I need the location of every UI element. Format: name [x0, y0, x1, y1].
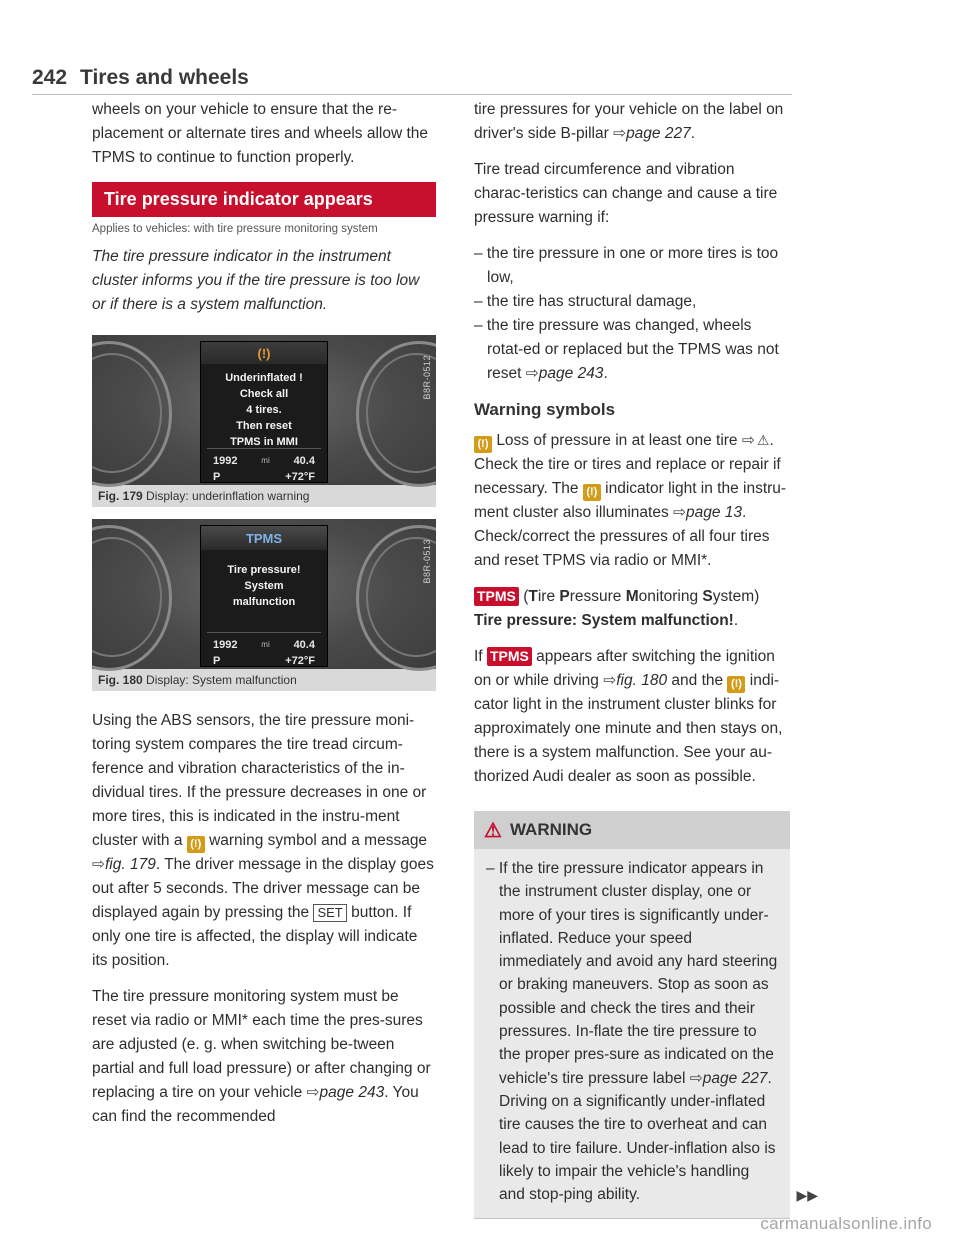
text-run: onitoring: [638, 588, 703, 605]
tpms-indicator-icon: TPMS: [487, 647, 532, 666]
cluster-image: [92, 519, 436, 669]
warning-item: [486, 857, 778, 1206]
text-run: and the: [671, 672, 724, 689]
display-message: [201, 364, 327, 448]
tpms-label: TPMS: [201, 526, 327, 550]
page-header: [32, 64, 792, 95]
text-run: Using the ABS sensors, the tire pressure moni-toring system compares the tire tread circum-ference and vibration characteristics of the in-dividual tires. If the pressure decreases in one or more tires, this is indicated in the instru-ment cluster with a: [92, 712, 427, 849]
caption-text: Display: underinflation warning: [146, 489, 310, 503]
text-run: . Check/correct the pressures of all four tires and reset TPMS via radio or MMI*.: [474, 504, 770, 569]
cross-reference[interactable]: page 227: [702, 1069, 768, 1087]
arrow-right-icon: ⇨: [92, 856, 105, 873]
cross-reference[interactable]: page 227: [626, 125, 691, 142]
text-run: . The driver message in the display goes out after 5 seconds. The driver message can be displayed again by pressing the: [92, 856, 434, 921]
paragraph-abs: [92, 709, 436, 973]
trip: 40.4: [293, 455, 315, 467]
text-run: ystem): [712, 588, 760, 605]
figure-label: Fig. 180: [98, 673, 143, 687]
figure-id: B8R-0513: [422, 539, 432, 584]
cross-reference[interactable]: page 13: [686, 504, 743, 521]
arrow-right-icon: ⇨: [673, 504, 687, 521]
acronym-letter: M: [625, 588, 639, 605]
applies-note: Applies to vehicles: with tire pressure monitoring system: [92, 223, 378, 235]
acronym-letter: S: [702, 588, 713, 605]
paragraph-loss-of-pressure: (!) Loss of pressure in at least one tire ⇨ ⚠. Check the tire or tires and replace or repair if necessary. The (!) indicator light in the instru-ment cluster also illuminates ⇨page 13. Check/correct the pressures of all four tires and reset TPMS via radio or MMI*.: [474, 428, 790, 573]
odometer: 1992: [213, 455, 238, 467]
arrow-right-icon: ⇨: [613, 125, 627, 142]
caption-text: Display: System malfunction: [146, 673, 297, 687]
tire-pressure-indicator-icon: (!): [187, 836, 205, 853]
paragraph-malfunction: [474, 645, 790, 789]
arrow-right-icon: ⇨: [306, 1084, 320, 1101]
text-run: warning symbol and a message: [209, 832, 428, 849]
text-run: ire: [537, 588, 560, 605]
text-run: . You can find the recommended: [92, 1084, 419, 1125]
text-run: . Driving on a significantly under-inflated tire causes the tire to overheat and can lead to tire failure. Under-inflation also is likely to impair the vehicle's handling and stop-ping ability.: [499, 1069, 776, 1204]
text-run: indicator light in the instru-ment cluster also illuminates: [474, 480, 787, 521]
set-button-key: SET: [313, 904, 346, 922]
figure-caption: [92, 669, 436, 691]
cross-reference[interactable]: page 243: [319, 1084, 385, 1101]
acronym-letter: P: [559, 588, 570, 605]
paragraph-tpms: TPMS (Tire Pressure Monitoring System) Tire pressure: System malfunction!.: [474, 588, 760, 629]
section-banner: Tire pressure indicator appears: [92, 182, 436, 217]
display-message: [201, 550, 327, 632]
warning-triangle-icon: ⚠: [756, 432, 770, 448]
left-column: [92, 98, 436, 1129]
message-line: malfunction: [232, 596, 296, 608]
temperature: +72°F: [285, 655, 315, 667]
warning-triangle-icon: ⚠: [484, 819, 502, 842]
figure-179: [92, 335, 436, 507]
tire-pressure-indicator-icon: (!): [583, 484, 601, 501]
arrow-right-icon: ⇨: [525, 365, 539, 382]
gear: P: [213, 655, 221, 667]
text-run: If: [474, 648, 483, 665]
message-line: Underinflated !: [225, 372, 303, 384]
display-status: [207, 448, 321, 485]
arrow-right-icon: ⇨: [689, 1069, 703, 1087]
text-run: The tire pressure monitoring system must be reset via radio or MMI* each time the pres-sures are adjusted (e. g. when switching be-tween partial and full load pressure) or after changing or replacing a tire on your vehicle: [92, 988, 431, 1101]
cross-reference[interactable]: fig. 179: [105, 856, 156, 873]
arrow-right-icon: ⇨: [741, 432, 755, 449]
cluster-image: [92, 335, 436, 485]
tire-pressure-indicator-icon: (!): [727, 676, 745, 693]
malfunction-message: Tire pressure: System malfunction!: [474, 612, 734, 629]
right-column: [474, 98, 818, 1219]
figure-label: Fig. 179: [98, 489, 143, 503]
unit: mi: [261, 456, 270, 465]
text-run: button. If only one tire is affected, the display will indicate its position.: [92, 904, 418, 969]
list-item: – the tire has structural damage,: [474, 293, 697, 310]
continue-arrow-icon: ▶▶: [796, 1187, 818, 1204]
figure-180: [92, 519, 436, 691]
paragraph-intro: wheels on your vehicle to ensure that the re-placement or alternate tires and wheels allow the TPMS to continue to function properly.: [92, 101, 429, 166]
tire-pressure-icon: (!): [201, 342, 327, 364]
unit: mi: [261, 640, 270, 649]
section-intro: The tire pressure indicator in the instrument cluster informs you if the tire pressure is too low or if there is a system malfunction.: [92, 248, 420, 313]
cluster-display: [200, 525, 328, 667]
tire-pressure-indicator-icon: (!): [474, 436, 492, 453]
tpms-indicator-icon: TPMS: [474, 587, 519, 606]
text-run: Loss of pressure in at least one tire: [496, 432, 738, 449]
message-line: Then reset: [236, 420, 292, 432]
text-run: tire pressures for your vehicle on the label on driver's side B-pillar: [474, 101, 784, 142]
trip: 40.4: [293, 639, 315, 651]
message-line: TPMS in MMI: [230, 436, 298, 448]
gear: P: [213, 471, 221, 483]
section-title: Tires and wheels: [80, 66, 249, 89]
message-line: Tire pressure!: [227, 564, 301, 576]
text-run: Check the tire or tires and replace or repair if necessary. The: [474, 456, 781, 497]
text-run: appears after switching the ignition on or while driving: [474, 648, 775, 689]
text-run: indi-cator light in the instrument cluster blinks for approximately one minute and then stays on, there is a system malfunction. See your au-thorized Audi dealer as soon as possible.: [474, 672, 783, 785]
temperature: +72°F: [285, 471, 315, 483]
warning-header: [474, 811, 790, 849]
warning-body: [474, 849, 790, 1218]
text-run: ressure: [569, 588, 626, 605]
paragraph-label: tire pressures for your vehicle on the label on driver's side B-pillar ⇨page 227.: [474, 101, 784, 142]
cluster-display: [200, 341, 328, 483]
cross-reference[interactable]: page 243: [538, 365, 604, 382]
arrow-right-icon: ⇨: [603, 672, 617, 689]
list-item: – the tire pressure was changed, wheels rotat-ed or replaced but the TPMS was not reset ⇨page 243.: [474, 317, 779, 382]
watermark: carmanualsonline.info: [760, 1214, 932, 1233]
figure-id: B8R-0512: [422, 355, 432, 400]
warning-box: [474, 811, 818, 1219]
paragraph-conditions: Tire tread circumference and vibration charac-teristics can change and cause a tire pressure warning if:: [474, 161, 778, 226]
text-run: – If the tire pressure indicator appears in the instrument cluster display, one or more of your tires is significantly under-inflated. Reduce your speed immediately and avoid any hard steering or braking maneuvers. Stop as soon as possible and check the tires and their pressures. In-flate the tire pressure to the proper pres-sure as indicated on the vehicle's tire pressure label: [486, 860, 778, 1087]
text-run: (: [523, 588, 529, 605]
page-number: 242: [32, 66, 68, 89]
message-line: System: [244, 580, 284, 592]
warning-symbols-heading: Warning symbols: [474, 400, 616, 419]
paragraph-reset: [92, 985, 436, 1129]
display-status: [207, 632, 321, 669]
acronym-letter: T: [528, 588, 538, 605]
cross-reference[interactable]: fig. 180: [616, 672, 668, 689]
condition-list: [474, 242, 790, 386]
text-run: – the tire pressure was changed, wheels rotat-ed or replaced but the TPMS was not reset: [474, 317, 779, 382]
list-item: – the tire pressure in one or more tires is too low,: [474, 245, 779, 286]
message-line: Check all: [239, 388, 289, 400]
warning-title: WARNING: [509, 820, 593, 839]
message-line: 4 tires.: [246, 404, 282, 416]
figure-caption: [92, 485, 436, 507]
odometer: 1992: [213, 639, 238, 651]
